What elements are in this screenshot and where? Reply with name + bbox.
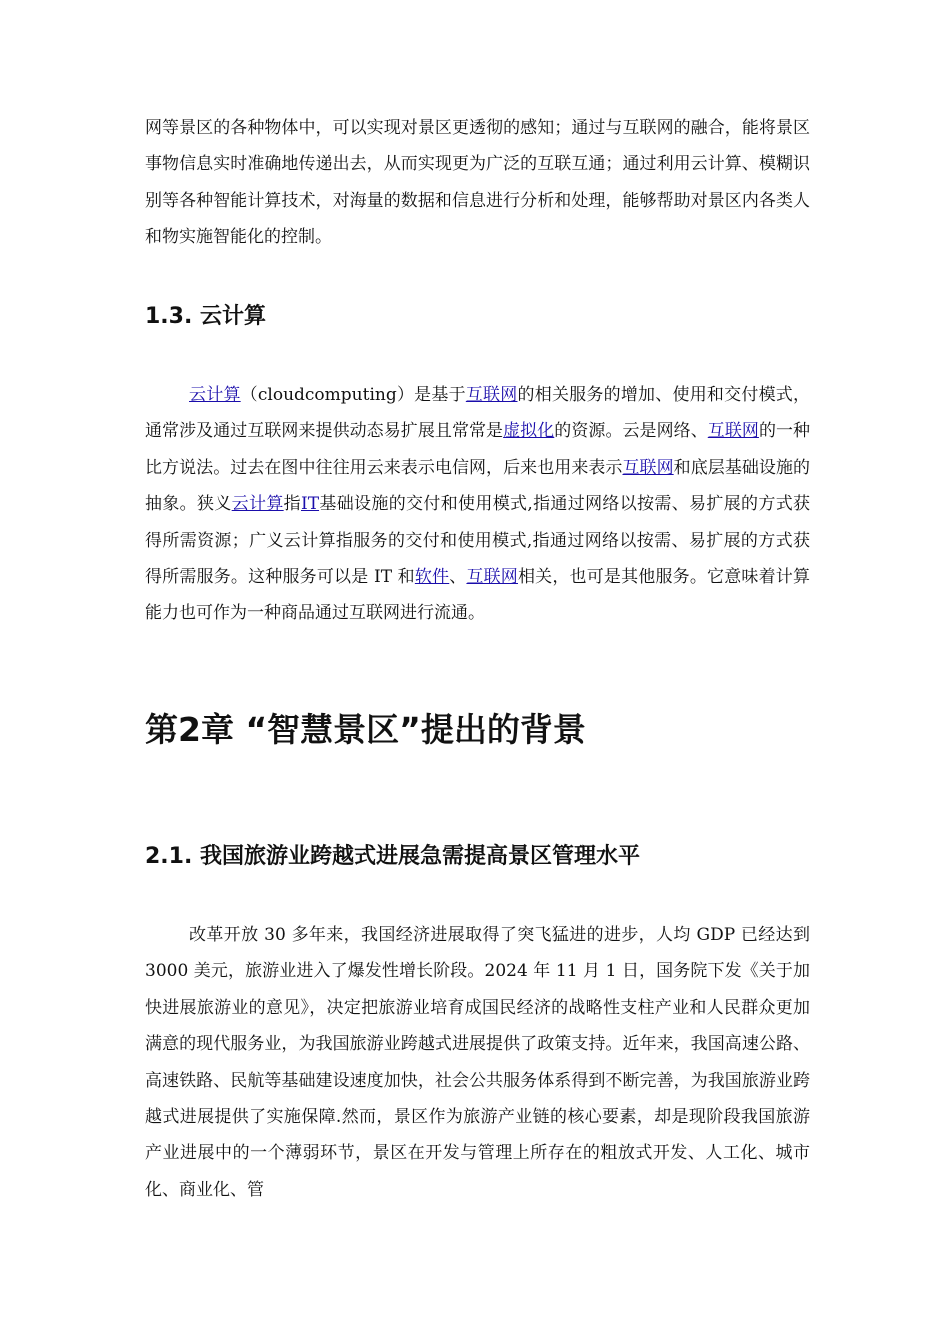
text-segment: 指 (283, 494, 301, 515)
section-heading-2-1: 2.1. 我国旅游业跨越式进展急需提高景区管理水平 (145, 844, 640, 869)
link-virtualization[interactable]: 虚拟化 (503, 421, 555, 442)
tourism-paragraph: 改革开放 30 多年来，我国经济进展取得了突飞猛进的进步，人均 GDP 已经达到 3000 美元，旅游业进入了爆发性增长阶段。2024 年 11 月 1 日，国务院下发《关于加快进展旅游业的意见》，决定把旅游业培育成国民经济的战略性支柱产业和人民群众更加满意的现代服务业，为我国旅游业跨越式进展提供了政策支持。近年来，我国高速公路、高速铁路、民航等基础建设速度加快，社会公共服务体系得到不断完善，为我国旅游业跨越式进展提供了实施保障.然而，景区作为旅游产业链的核心要素，却是现阶段我国旅游产业进展中的一个薄弱环节，景区在开发与管理上所存在的粗放式开发、人工化、城市化、商业化、管 (145, 925, 810, 1200)
chapter-heading-2: 第2章 “智慧景区”提出的背景 (145, 710, 586, 749)
cloud-computing-paragraph (145, 377, 810, 632)
link-internet[interactable]: 互联网 (465, 385, 518, 405)
text-segment: 、 (449, 567, 467, 588)
link-software[interactable]: 软件 (414, 567, 450, 588)
text-segment: 和底层基础设施的抽象。狭义 (145, 457, 811, 515)
text-segment: 相关，也可是其他服务。它意味着计算能力也可作为一种商品通过互联网进行流通。 (145, 567, 810, 624)
link-internet[interactable]: 互联网 (466, 567, 518, 588)
text-segment: 的资源。云是网络、 (554, 421, 708, 442)
link-it[interactable]: IT (301, 494, 320, 515)
text-segment: 基础设施的交付和使用模式,指通过网络以按需、易扩展的方式获得所需资源；广义云计算指服务的交付和使用模式,指通过网络以按需、易扩展的方式获得所需服务。这种服务可以是 IT 和 (145, 494, 811, 588)
link-cloud-computing[interactable]: 云计算 (189, 385, 241, 405)
text-segment: （cloudcomputing）是基于 (240, 385, 466, 405)
text-segment: 的一种比方说法。过去在图中往往用云来表示电信网，后来也用来表示 (145, 421, 811, 478)
link-internet[interactable]: 互联网 (622, 457, 674, 478)
link-internet[interactable]: 互联网 (707, 421, 759, 442)
link-cloud-computing[interactable]: 云计算 (231, 494, 284, 515)
section-heading-1-3: 1.3. 云计算 (145, 304, 266, 329)
intro-paragraph: 网等景区的各种物体中，可以实现对景区更透彻的感知；通过与互联网的融合，能将景区事物信息实时准确地传递出去，从而实现更为广泛的互联互通；通过利用云计算、模糊识别等各种智能计算技术，对海量的数据和信息进行分析和处理，能够帮助对景区内各类人和物实施智能化的控制。 (145, 118, 810, 248)
text-segment: 的相关服务的增加、使用和交付模式，通常涉及通过互联网来提供动态易扩展且常常是 (145, 385, 811, 442)
